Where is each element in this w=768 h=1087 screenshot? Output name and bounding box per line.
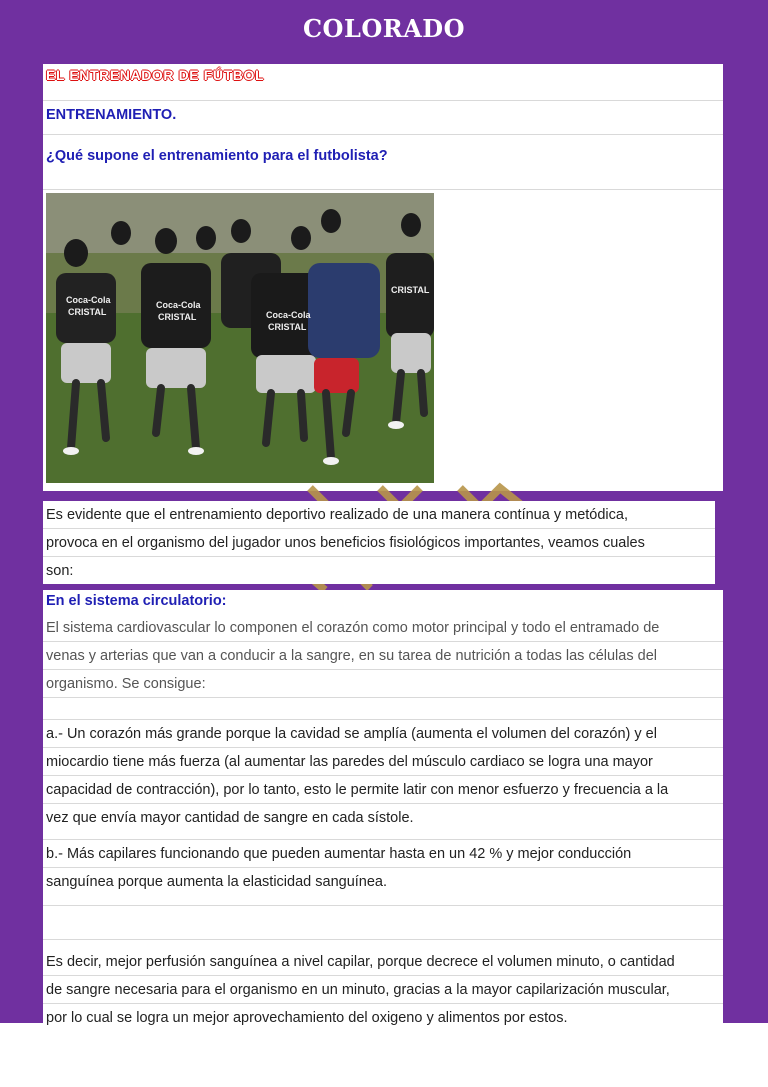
svg-text:Coca-Cola: Coca-Cola (266, 310, 311, 320)
intro-line: Es evidente que el entrenamiento deportivo realizado de una manera contínua y metódica, (43, 501, 715, 529)
point-b-line: b.- Más capilares funcionando que pueden aumentar hasta en un 42 % y mejor conducción (43, 840, 723, 868)
svg-text:CRISTAL: CRISTAL (158, 312, 197, 322)
circulatory-line: organismo. Se consigue: (43, 670, 723, 698)
intro-panel (43, 501, 715, 584)
circulatory-panel (43, 590, 723, 1026)
circulatory-line: venas y arterias que van a conducir a la sangre, en su tarea de nutrición a todas las células del (43, 642, 723, 670)
svg-text:Coca-Cola: Coca-Cola (156, 300, 201, 310)
conclusion-line: Es decir, mejor perfusión sanguínea a nivel capilar, porque decrece el volumen minuto, o cantidad (43, 940, 723, 976)
team-training-photo (46, 193, 434, 483)
blank-row (43, 906, 723, 940)
circulatory-heading: En el sistema circulatorio: (46, 593, 227, 609)
section-title: ENTRENAMIENTO. (43, 101, 723, 135)
point-a-line: vez que envía mayor cantidad de sangre en cada sístole. (43, 804, 723, 840)
conclusion-line: de sangre necesaria para el organismo en un minuto, gracias a la mayor capilarización muscular, (43, 976, 723, 1004)
brand-title: EL ENTRENADOR DE FÚTBOL (43, 64, 723, 101)
intro-line: son: (46, 563, 74, 579)
photo-row (43, 190, 723, 486)
point-b-line: sanguínea porque aumenta la elasticidad sanguínea. (43, 868, 723, 906)
page-title: COLORADO (302, 14, 466, 43)
blank-row (43, 698, 723, 720)
circulatory-line: El sistema cardiovascular lo componen el corazón como motor principal y todo el entramado de (43, 614, 723, 642)
point-a-line: capacidad de contracción), por lo tanto, esto le permite latir con menor esfuerzo y frecuencia a la (43, 776, 723, 804)
intro-line: provoca en el organismo del jugador unos beneficios fisiológicos importantes, veamos cuales (43, 529, 715, 557)
question-text: ¿Qué supone el entrenamiento para el futbolista? (43, 135, 723, 190)
top-panel (43, 64, 723, 491)
conclusion-line: por lo cual se logra un mejor aprovechamiento del oxigeno y alimentos por estos. (46, 1010, 568, 1026)
point-a-line: miocardio tiene más fuerza (al aumentar las paredes del músculo cardiaco se logra una mayor (43, 748, 723, 776)
shirt-brand-text: CRISTAL (68, 307, 107, 317)
point-a-line: a.- Un corazón más grande porque la cavidad se amplía (aumenta el volumen del corazón) y el (43, 720, 723, 748)
svg-text:CRISTAL: CRISTAL (391, 285, 430, 295)
shirt-sponsor-text: Coca-Cola (66, 295, 111, 305)
svg-text:CRISTAL: CRISTAL (268, 322, 307, 332)
